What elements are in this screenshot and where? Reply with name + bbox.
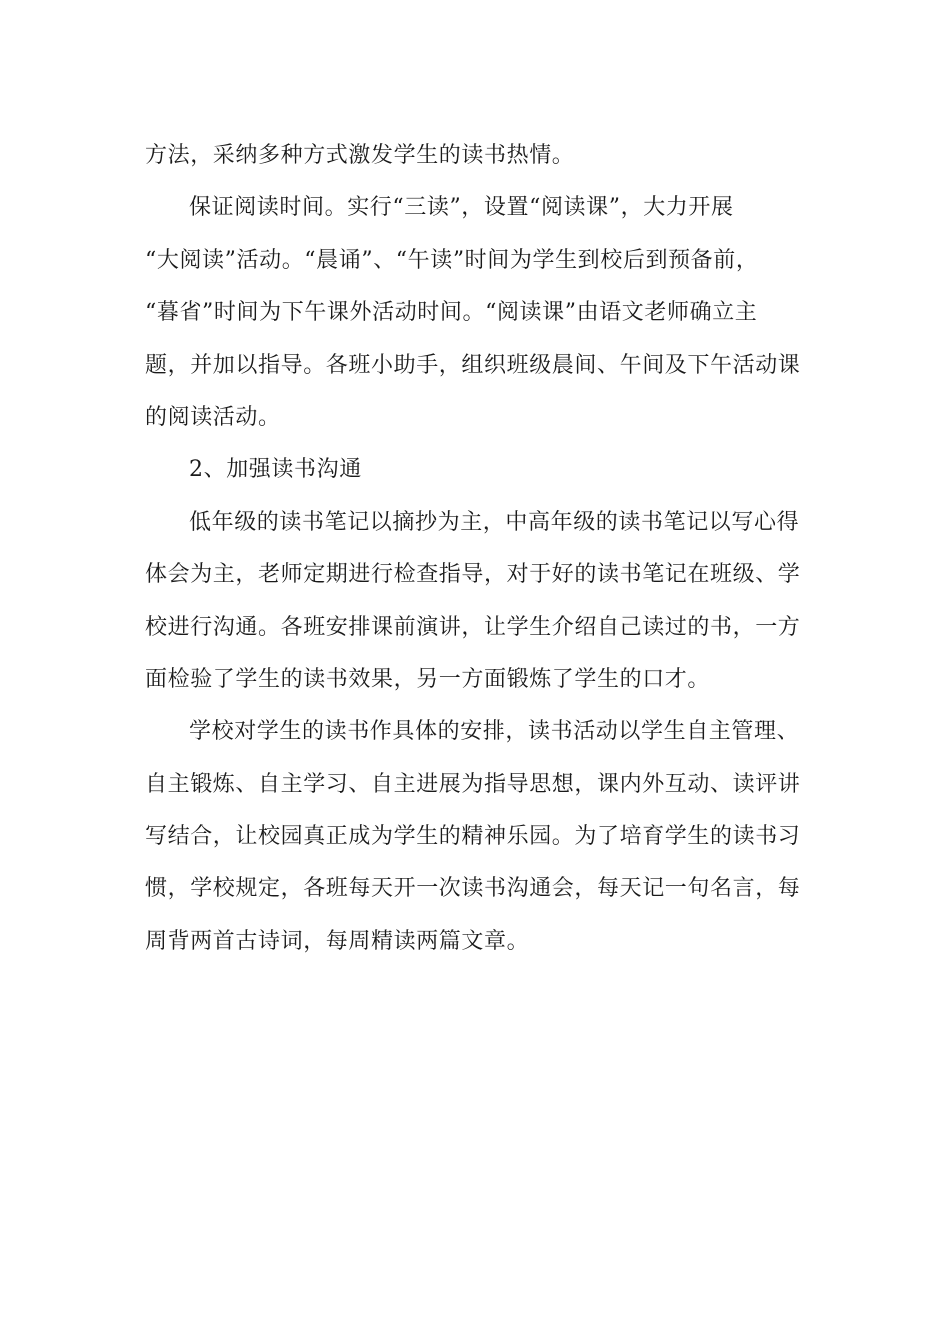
- text-line-9: 体会为主，老师定期进行检查指导，对于好的读书笔记在班级、学: [145, 562, 801, 588]
- text-line-16: 周背两首古诗词，每周精读两篇文章。: [145, 928, 530, 954]
- text-line-15: 惯，学校规定，各班每天开一次读书沟通会，每天记一句名言，每: [145, 876, 801, 902]
- text-line-4: “暮省”时间为下午课外活动时间。“阅读课”由语文老师确立主: [145, 300, 758, 326]
- text-line-1: 方法，采纳多种方式激发学生的读书热情。: [145, 143, 575, 168]
- text-line-6: 的阅读活动。: [145, 404, 281, 430]
- body-text: [145, 130, 825, 968]
- text-line-11: 面检验了学生的读书效果，另一方面锻炼了学生的口才。: [145, 666, 711, 692]
- text-line-2: 保证阅读时间。实行“三读”，设置“阅读课”，大力开展: [189, 195, 734, 221]
- text-line-3: “大阅读”活动。“晨诵”、“午读”时间为学生到校后到预备前，: [145, 247, 759, 273]
- text-line-5: 题，并加以指导。各班小助手，组织班级晨间、午间及下午活动课: [145, 352, 801, 378]
- text-line-13: 自主锻炼、自主学习、自主进展为指导思想，课内外互动、读评讲: [145, 771, 801, 797]
- text-line-10: 校进行沟通。各班安排课前演讲，让学生介绍自己读过的书，一方: [145, 614, 801, 640]
- section-heading: 2、加强读书沟通: [189, 457, 362, 483]
- text-line-8: 低年级的读书笔记以摘抄为主，中高年级的读书笔记以写心得: [189, 509, 800, 535]
- text-line-14: 写结合，让校园真正成为学生的精神乐园。为了培育学生的读书习: [145, 824, 801, 850]
- text-line-12: 学校对学生的读书作具体的安排，读书活动以学生自主管理、: [189, 719, 800, 745]
